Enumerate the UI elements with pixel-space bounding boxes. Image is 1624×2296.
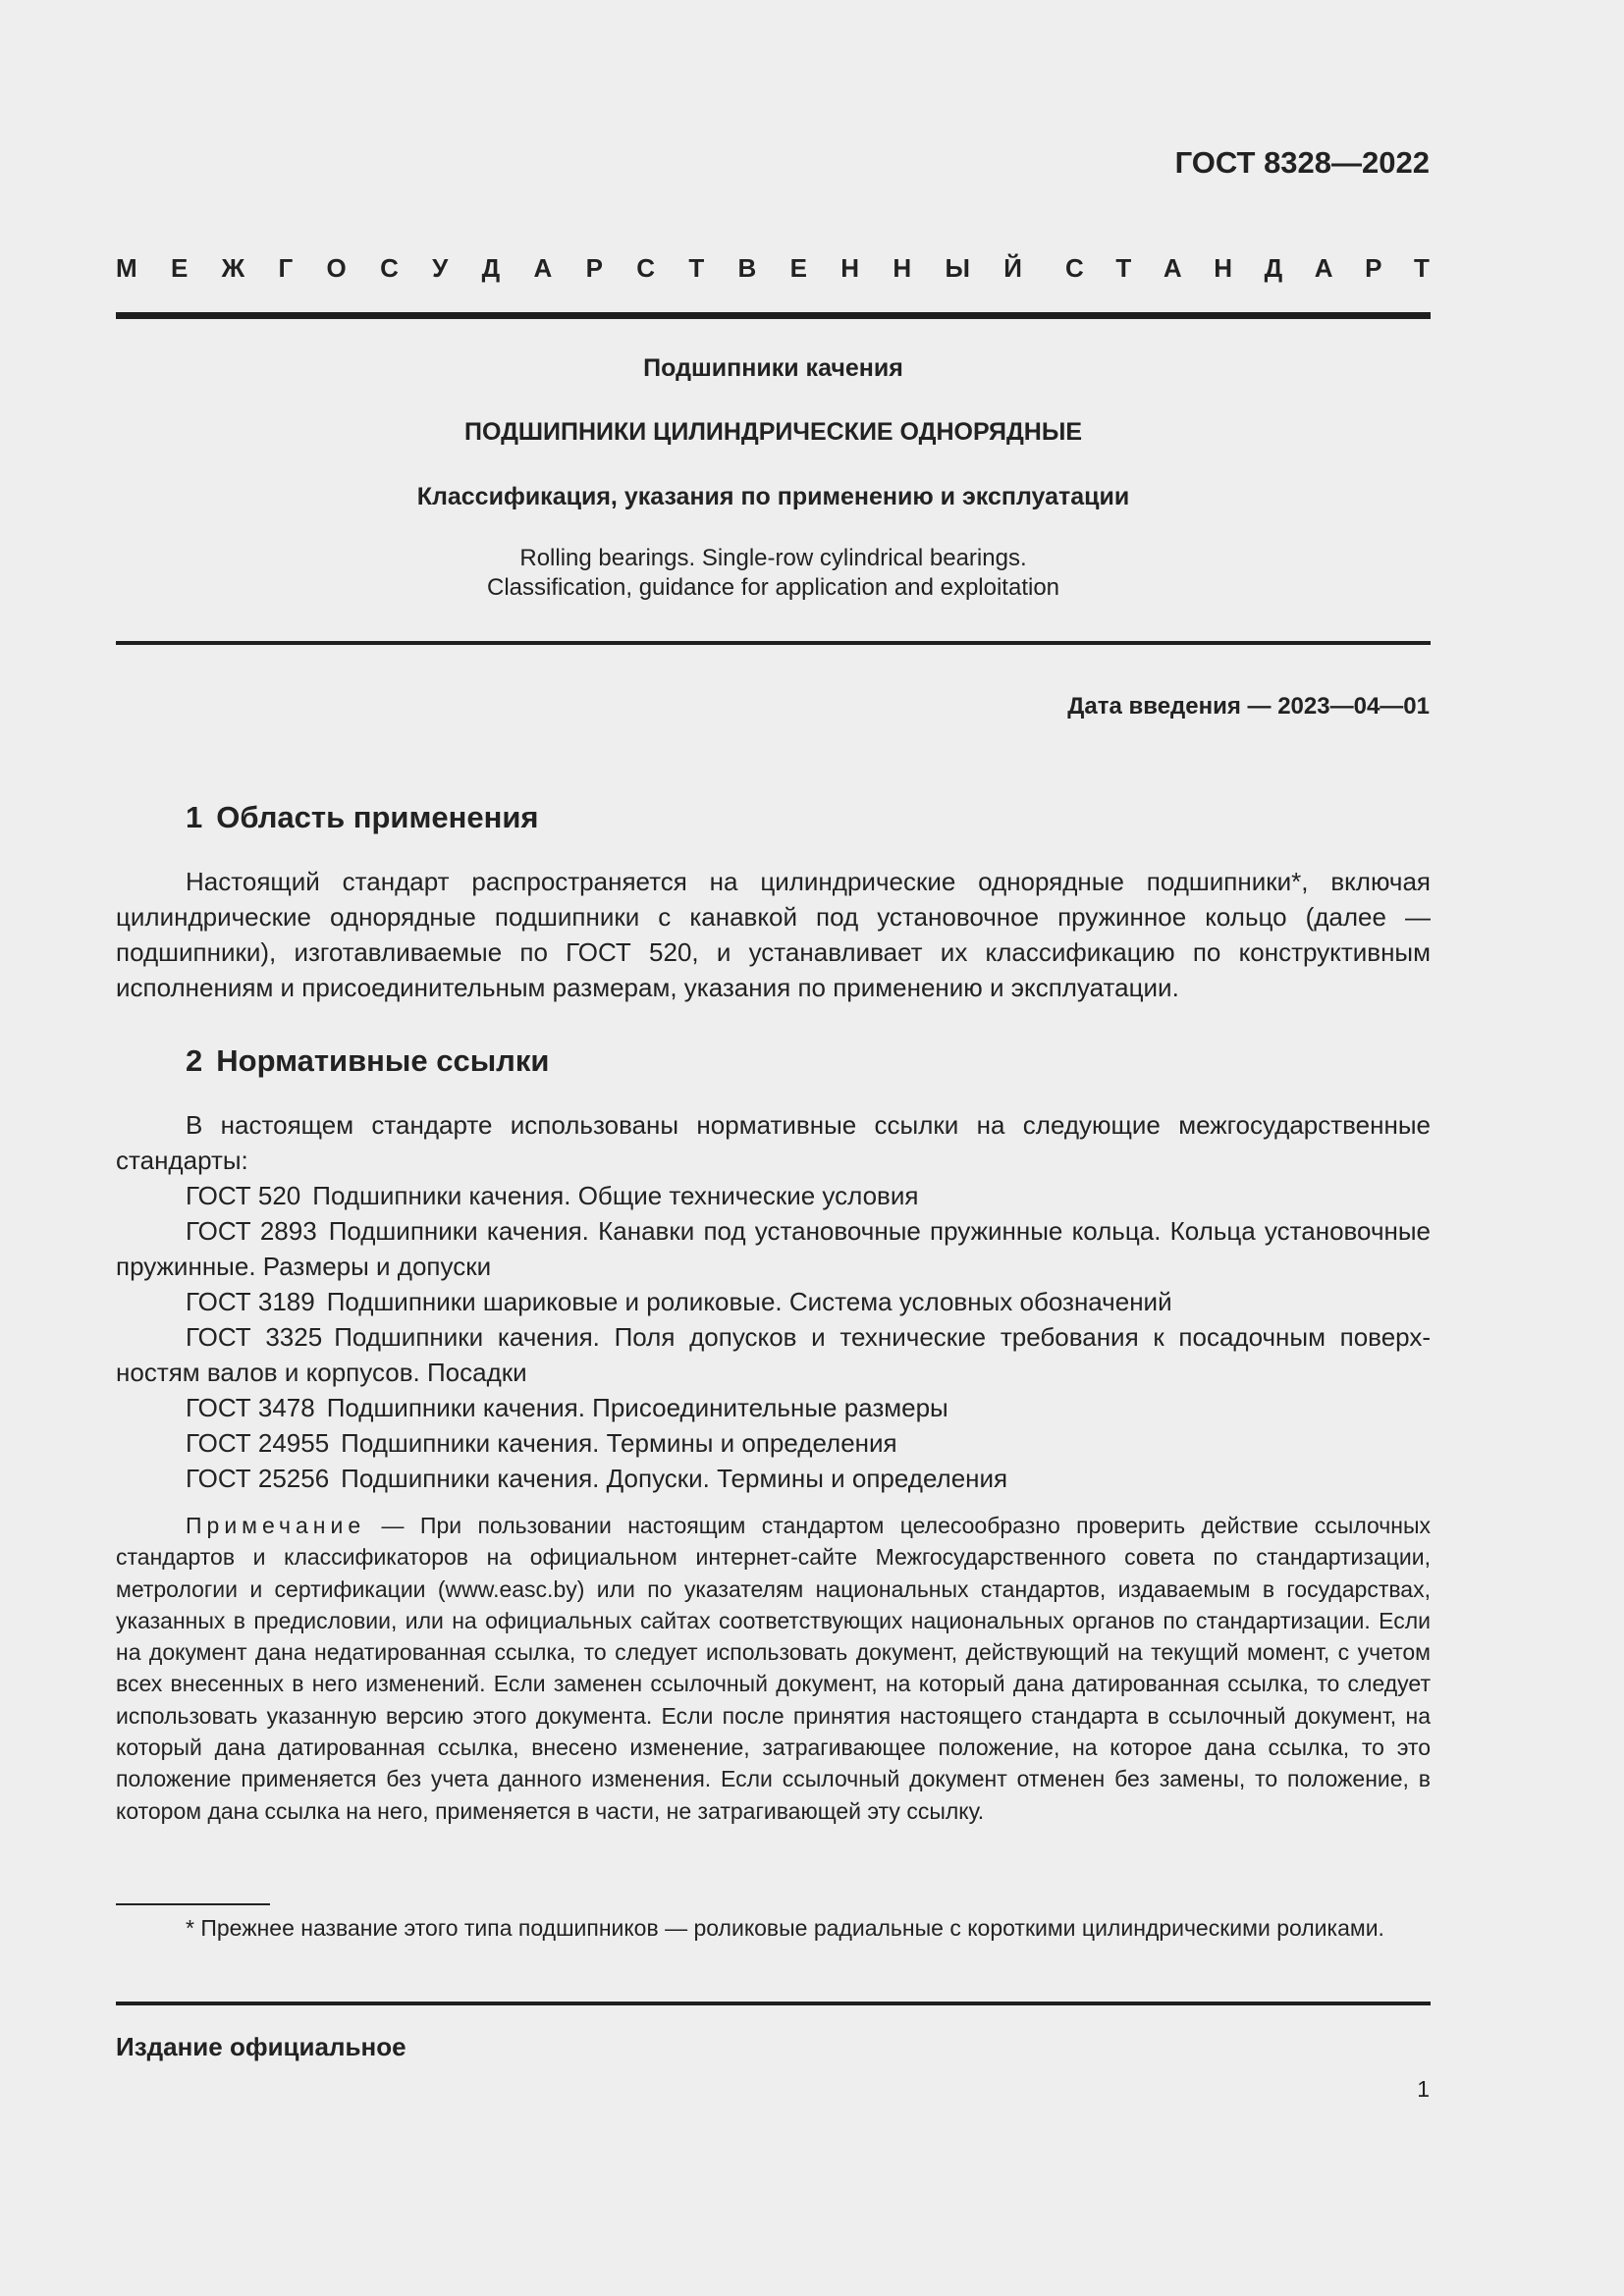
standard-type-letter: Е bbox=[170, 253, 189, 283]
section-1-text: Настоящий стандарт распространяется на цилиндрические однорядные подшипники*, включая цилиндрические однорядные подшипники с канавкой под установочное пружинное кольцо (далее — подшипники), изготавливаемые по ГОСТ 520, и устанавливает их классификацию по конструктивным исполнениям и присоединительным размерам, указания по применению и эксплуатации. bbox=[116, 867, 1431, 1002]
standard-type-letter: В bbox=[737, 253, 757, 283]
standard-type-letter: У bbox=[432, 253, 449, 283]
section-2-intro: В настоящем стандарте использованы нормативные ссылки на следующие межгосударственные стандарты: bbox=[116, 1110, 1431, 1175]
reference-item bbox=[116, 1425, 1431, 1461]
standard-type-letter: О bbox=[326, 253, 347, 283]
reference-item bbox=[116, 1178, 1431, 1213]
section-1-paragraph bbox=[116, 864, 1431, 1005]
standard-type-letter: Ж bbox=[221, 253, 245, 283]
title-block-divider bbox=[116, 641, 1431, 645]
section-2-title: Нормативные ссылки bbox=[216, 1043, 550, 1078]
footer-divider bbox=[116, 2002, 1431, 2005]
standard-type-letter: Т bbox=[1414, 253, 1430, 283]
page-number: 1 bbox=[1417, 2076, 1430, 2102]
reference-title: Подшипники качения. Общие технические условия bbox=[312, 1181, 919, 1210]
reference-code: ГОСТ 24955 bbox=[186, 1428, 330, 1458]
section-2-intro-paragraph bbox=[116, 1107, 1431, 1178]
reference-title: Подшипники качения. Поля допусков и технические требования к посадочным поверхностям валов и корпусов. Посадки bbox=[116, 1322, 1432, 1387]
standard-type-letter: Р bbox=[585, 253, 603, 283]
english-title-line-2: Classification, guidance for application and exploitation bbox=[486, 574, 1060, 601]
document-number: ГОСТ 8328—2022 bbox=[1174, 145, 1430, 180]
standard-type-letter: С bbox=[1065, 253, 1084, 283]
reference-title: Подшипники качения. Присоединительные размеры bbox=[326, 1393, 948, 1422]
reference-item bbox=[116, 1319, 1431, 1390]
section-1-heading bbox=[186, 800, 539, 835]
standard-type-letter: Н bbox=[840, 253, 860, 283]
footnote-separator bbox=[116, 1903, 270, 1905]
note-text: — При пользовании настоящим стандартом целесообразно проверить действие ссылочных стандартов и классификаторов на официальном интернет-сайте Межгосударственного совета по стандартизации, метрологии и сертификации (www.easc.by) или по указателям национальных стандартов, издаваемым в государствах, указанных в предисловии, или на официальных сайтах соответствующих национальных органов по стандартизации. Если на документ дана недатированная ссылка, то следует использовать документ, действующий на текущий момент, с учетом всех внесенных в него изменений. Если заменен ссылочный документ, на который дана датированная ссылка, то следует использовать указанную версию этого документа. Если после принятия настоящего стандарта в ссылочный документ, на который дана датированная ссылка, внесено изменение, затрагивающее положение, на которое дана ссылка, то это положение применяется без учета данного изменения. Если ссылочный документ отменен без замены, то положение, в котором дана ссылка на него, применяется в части, не затрагивающей эту ссылку. bbox=[116, 1513, 1431, 1824]
introduction-date: Дата введения — 2023—04—01 bbox=[1067, 693, 1430, 720]
reference-item bbox=[116, 1284, 1431, 1319]
standard-type-letter: Ы bbox=[945, 253, 970, 283]
standard-type-letter: Н bbox=[1214, 253, 1233, 283]
top-divider bbox=[116, 312, 1431, 319]
standard-type-letter: А bbox=[1314, 253, 1333, 283]
standard-type-letter: Т bbox=[1115, 253, 1132, 283]
reference-title: Подшипники шариковые и роликовые. Система условных обозначений bbox=[326, 1287, 1172, 1316]
standard-type-letter: Д bbox=[481, 253, 501, 283]
standard-type-letter: М bbox=[116, 253, 137, 283]
english-title-line-1: Rolling bearings. Single-row cylindrical bearings. bbox=[519, 545, 1027, 571]
reference-code: ГОСТ 3325 bbox=[186, 1322, 323, 1352]
reference-code: ГОСТ 3478 bbox=[186, 1393, 315, 1422]
section-1-title: Область применения bbox=[216, 800, 539, 834]
normative-note bbox=[116, 1510, 1431, 1827]
section-2-heading bbox=[186, 1043, 549, 1079]
section-2-number: 2 bbox=[186, 1043, 203, 1078]
standard-type-letter: Й bbox=[1003, 253, 1022, 283]
standard-type-word-interstate bbox=[116, 253, 1022, 284]
standard-type-letter: Н bbox=[893, 253, 912, 283]
reference-title: Подшипники качения. Допуски. Термины и определения bbox=[341, 1464, 1008, 1493]
standard-type-letter: Р bbox=[1365, 253, 1382, 283]
standard-type-heading bbox=[116, 253, 1430, 284]
section-1-number: 1 bbox=[186, 800, 203, 834]
reference-code: ГОСТ 3189 bbox=[186, 1287, 315, 1316]
reference-code: ГОСТ 520 bbox=[186, 1181, 301, 1210]
footnote bbox=[116, 1913, 1431, 1944]
standard-type-letter: Е bbox=[789, 253, 807, 283]
standard-type-letter: А bbox=[533, 253, 553, 283]
standard-type-letter: Д bbox=[1264, 253, 1283, 283]
footnote-text: * Прежнее название этого типа подшипников — роликовые радиальные с короткими цилиндрическими роликами. bbox=[186, 1915, 1384, 1941]
reference-title: Подшипники качения. Канавки под установочные пружинные кольца. Кольца установочные пружинные. Размеры и допуски bbox=[116, 1216, 1431, 1281]
reference-item bbox=[116, 1461, 1431, 1496]
standard-type-letter: А bbox=[1163, 253, 1182, 283]
reference-title: Подшипники качения. Термины и определения bbox=[341, 1428, 897, 1458]
standard-type-letter: Г bbox=[278, 253, 294, 283]
standard-type-letter: С bbox=[380, 253, 399, 283]
reference-item bbox=[116, 1213, 1431, 1284]
standard-type-letter: С bbox=[636, 253, 656, 283]
reference-item bbox=[116, 1390, 1431, 1425]
note-lead: Примечание bbox=[186, 1513, 366, 1538]
reference-code: ГОСТ 25256 bbox=[186, 1464, 330, 1493]
subtitle: Классификация, указания по применению и эксплуатации bbox=[416, 483, 1130, 510]
standard-type-letter: Т bbox=[688, 253, 705, 283]
main-title: ПОДШИПНИКИ ЦИЛИНДРИЧЕСКИЕ ОДНОРЯДНЫЕ bbox=[463, 418, 1082, 446]
reference-code: ГОСТ 2893 bbox=[186, 1216, 317, 1246]
title-category: Подшипники качения bbox=[643, 354, 903, 382]
edition-label: Издание официальное bbox=[116, 2032, 406, 2061]
standard-type-word-standard bbox=[1065, 253, 1430, 284]
